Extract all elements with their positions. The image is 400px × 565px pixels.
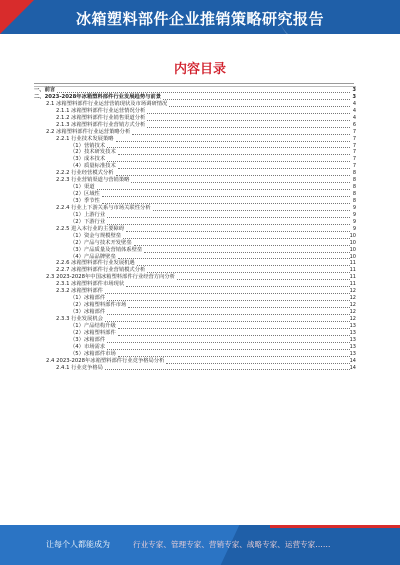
toc-page-number: 9 [352,225,356,232]
toc-entry-label: 2.3.1 冰箱塑料部件市场现状 [56,281,125,288]
toc-entry-label: 2.2.7 冰箱塑料部件行业营销模式分析 [56,267,146,274]
toc-entry-label: （1）冰箱部件 [70,295,106,302]
toc-entry-label: 2.2.5 进入本行业的主要障碍 [56,225,125,232]
report-footer [0,525,400,565]
toc-entry-label: （2）区域性 [70,191,100,198]
toc-page-number: 3 [352,93,356,100]
toc-entry-label: （2）技术研发技术 [70,149,116,156]
toc-entry-label: （1）上游行业 [70,211,106,218]
toc-entry-label: 2.3 2023-2028年中国冰箱塑料部件行业经营方向分析 [46,274,176,281]
toc-page-number: 11 [349,281,356,288]
toc-page-number: 14 [349,364,356,371]
toc-entry-label: 2.2 冰箱塑料部件行业运营策略分析 [46,128,131,135]
toc-entry-label: （3）产品质量及营销体系壁垒 [70,246,143,253]
toc-page-number: 9 [352,204,356,211]
toc-leader-dots [105,363,350,371]
toc-page-number: 4 [352,100,356,107]
toc-page-number: 13 [349,343,356,350]
toc-entry-label: 2.1.1 冰箱塑料部件行业运营情况分析 [56,107,146,114]
toc-page-number: 10 [349,239,356,246]
toc-entry-label: （4）产品品牌壁垒 [70,253,116,260]
toc-page-number: 8 [352,170,356,177]
toc-entry-label: 2.3.3 行业发展机会 [56,315,103,322]
toc-entry-label: 2.2.1 行业技术发展策略 [56,135,114,142]
toc-entry-label: （2）产品与技术开发壁垒 [70,239,132,246]
toc-entry-label: （1）营销技术 [70,142,106,149]
toc-page-number: 6 [352,121,356,128]
toc-entry-label: （4）市场需求 [70,343,106,350]
toc-page-number: 7 [352,163,356,170]
toc-page-number: 8 [352,184,356,191]
toc-entry-label: （3）季节性 [70,198,100,204]
toc-page-number: 8 [352,198,356,204]
toc-page-number: 7 [352,128,356,135]
toc-page-number: 4 [352,114,356,121]
toc-entry-label: （3）成本技术 [70,156,106,163]
report-header-banner [0,0,400,34]
toc-entry-label: （5）冰箱部件市场 [70,350,116,357]
toc-entry-label: 2.4.1 行业竞争格局 [56,364,103,371]
toc-page-number: 12 [349,295,356,302]
toc-page-number: 12 [349,302,356,309]
toc-entry-label: （2）下游行业 [70,218,106,225]
toc-page-number: 8 [352,191,356,198]
toc-entry-label: （3）冰箱部件 [70,309,106,315]
toc-page-number: 13 [349,336,356,343]
toc-entry-label: （2）冰箱塑料部件 [70,329,116,336]
toc-page-number: 7 [352,135,356,142]
toc-entry-label: （1）资金与规模壁垒 [70,232,122,239]
toc-page-number: 13 [349,350,356,357]
toc-page-number: 10 [349,246,356,253]
toc-entry-label: （4）质量标准技术 [70,163,116,170]
toc-entry[interactable] [34,365,356,372]
toc-page-number: 3 [352,87,356,93]
toc-entry-label: （3）冰箱部件 [70,336,106,343]
toc-page-number: 8 [352,177,356,184]
footer-accent-line [270,525,400,528]
toc-page-number: 7 [352,149,356,156]
table-of-contents [34,86,356,371]
toc-entry-label: 2.2.3 行业营销渠道与营销策略 [56,177,130,184]
toc-page-number: 10 [349,232,356,239]
toc-entry-label: 2.2.4 行业上下游关系与市场关联性分析 [56,204,151,211]
toc-page-number: 7 [352,156,356,163]
toc-entry-label: 2.2.2 行业经营模式分析 [56,170,114,177]
footer-slogan-left: 让每个人都能成为 [46,540,110,549]
toc-entry-label: 二、2023-2028年冰箱塑料部件行业发展趋势与前景 [34,93,162,100]
toc-page-number: 13 [349,329,356,336]
toc-page-number: 9 [352,218,356,225]
toc-entry-label: （2）冰箱塑料部件市场 [70,302,127,309]
report-title: 冰箱塑料部件企业推销策略研究报告 [75,10,324,28]
toc-page-number: 9 [352,211,356,218]
toc-page-number: 12 [349,309,356,315]
toc-divider [34,83,354,84]
toc-page-number: 11 [349,267,356,274]
toc-entry-label: 2.2.6 冰箱塑料部件行业发展机遇 [56,260,135,267]
toc-entry-label: 2.4 2023-2028年冰箱塑料部件行业竞争格局分析 [46,357,165,364]
toc-entry-label: 一、前言 [34,87,56,93]
toc-entry-label: 2.1.2 冰箱塑料部件行业销售渠道分析 [56,114,146,121]
toc-page-number: 13 [349,322,356,329]
toc-page-number: 7 [352,142,356,149]
toc-page-number: 14 [349,357,356,364]
toc-page-number: 12 [349,315,356,322]
toc-entry-label: （1）产品结构升级 [70,322,116,329]
toc-page-number: 11 [349,260,356,267]
toc-entry-label: 2.1 冰箱塑料部件行业运营营销现状及市场调研情况 [46,100,168,107]
toc-entry-label: 2.1.3 冰箱塑料部件行业营销方式分析 [56,121,146,128]
toc-page-number: 4 [352,107,356,114]
toc-entry-label: 2.3.2 冰箱塑料部件 [56,288,103,295]
toc-page-number: 10 [349,253,356,260]
toc-page-number: 11 [349,274,356,281]
toc-entry-label: （1）渠道 [70,184,95,191]
toc-heading: 内容目录 [173,62,226,77]
footer-slogan-right: 行业专家、管理专家、营销专家、战略专家、运营专家…… [133,540,331,549]
toc-page-number: 12 [349,288,356,295]
